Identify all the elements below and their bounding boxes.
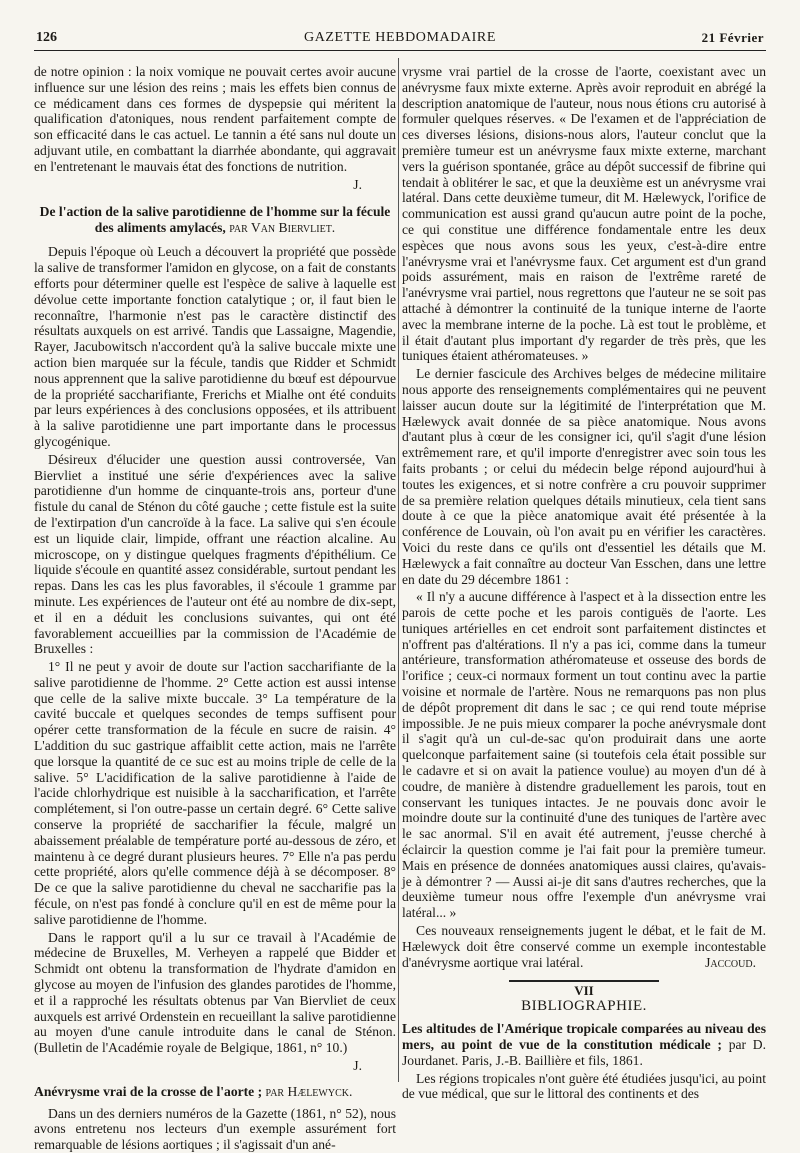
paragraph — [34, 930, 396, 1056]
section-rule — [509, 980, 659, 982]
page-number: 126 — [36, 30, 57, 45]
signature: Jaccoud. — [705, 954, 756, 970]
column-divider — [398, 58, 399, 1082]
paragraph-text: Désireux d'élucider une question aussi controversée, Van Biervliet a institué une série d'expériences avec la salive parotidienne d'un homme de cinquante-trois ans, porteur d'une fistule du canal de Sténon du côté gauche ; cette fistule est la suite de l'extirpation d'un cancroïde à la face. La salive qui s'en écoule est un liquide clair, limpide, offrant une réaction alcaline. Au microscope, on y distingue quelques fragments d'épithélium. Ce liquide s'écoule en quantité assez considérable, surtout pendant les repas. Dans les cas les plus favorables, il s'écoule 1 gramme par minute. Les expériences de l'auteur ont été au nombre de dix-sept, et il en a déduit les conclusions suivantes, qui ont été favorablement accueillies par la commission de l'Académie de Bruxelles : — [34, 451, 396, 657]
section-title: BIBLIOGRAPHIE. — [521, 998, 647, 1015]
paragraph-text: de notre opinion : la noix vomique ne pouvait certes avoir aucune influence sur une lésion des reins ; mais les effets bien connus de ce médicament dans ces formes de dyspepsie qui méritent la qualification d'atoniques, nous rendent parfaitement compte de son efficacité dans le cas actuel. Le tannin a été sans nul doute un adjuvant utile, en combattant la diarrhée abondante, qui aggravait en l'entretenant le mauvais état des fonctions de nutrition. — [34, 64, 396, 174]
paragraph — [34, 1106, 396, 1153]
book-publication: par D. Jourdanet. Paris, J.-B. Baillière et fils, 1861. — [402, 1037, 766, 1068]
article-title-text: De l'action de la salive parotidienne de l'homme sur la fécule des aliments amylacés, — [39, 204, 391, 236]
article-title-text: Anévrysme vrai de la crosse de l'aorte ; — [34, 1083, 263, 1099]
issue-date: 21 Février — [701, 30, 764, 45]
paragraph — [34, 64, 396, 175]
quotation — [402, 589, 766, 921]
paragraph — [402, 1071, 766, 1103]
paragraph-text: Dans le rapport qu'il a lu sur ce travail à l'Académie de médecine de Bruxelles, M. Verheyen a rappelé que Bidder et Schmidt ont obtenu la transformation de l'hydrate d'amidon en glycose au moyen de l'infusion des glandes parotides de l'homme, et il a rapproché les résultats obtenus par Van Biervliet de ceux auxquels est arrivé Ordenstein en recueillant la salive parotidienne au moyen d'une canule introduite dans le canal de Sténon. (Bulletin de l'Académie royale de Belgique, 1861, n° 10.) — [34, 929, 396, 1056]
paragraph-text: « Il n'y a aucune différence à l'aspect et à la dissection entre les parois de cette poche et les parois contiguës de l'aorte. Les tuniques artérielles en cet endroit sont parfaitement distinctes et n'offrent pas d'altérations. Il n'y a pas ici, comme dans la tumeur antérieure, transformation athéromateuse et osseuse des bords de l'orifice ; ceux-ci normaux forment un tout continu avec la partie voisine et normale de l'artère. Nous ne remarquons pas non plus de dépôt proprement dit dans le sac ; ce qui rend toute méprise impossible. Je ne puis mieux comparer la poche anévrysmale dont il s'agit qu'à un cul-de-sac qu'on produirait dans une aorte quelconque parfaitement saine (si toutefois cela était possible sur le cadavre et si on avait la patience voulue) au moyen d'un dé à coudre, de manière à distendre graduellement les parois, tout en conservant les tuniques intactes. Je ne pouvais donc avoir le moindre doute sur la continuité d'une des tuniques de l'artère avec le sac anormal. S'il en avait été autrement, j'eusse cherché à éclaircir la question comme je l'ai fait pour la première tumeur. Mais en présence de données anatomiques aussi claires, qu'avais-je à démontrer ? — Aussi ai-je dit sans d'autres recherches, que la deuxième tumeur nous offre l'exemple d'un anévrysme vrai latéral... » — [402, 589, 766, 921]
paragraph-text: Le dernier fascicule des Archives belges de médecine militaire nous apporte des renseignements complémentaires qui ne peuvent laisser aucun doute sur la légitimité de l'interprétation que M. Hælewyck avait donnée de sa pièce anatomique. Nous avons d'autant plus à cœur de les consigner ici, qu'il s'agit d'une lésion extrêmement rare, et qu'il importe d'enregistrer avec soin tous les faits probants ; or celui du médecin belge répond aujourd'hui à toutes les exigences, et si notre confrère a cru pouvoir supprimer de sa première relation quelques détails minutieux, cela tient sans doute à ce que la pièce anatomique avait été présentée à la conférence de Louvain, où l'on avait pu en vérifier les caractères. Voici du reste dans ce qu'ils ont d'essentiel les détails que M. Hælewyck a fait connaître au docteur Van Esschen, dans une lettre en date du 29 décembre 1861 : — [402, 366, 766, 587]
paragraph — [402, 923, 766, 970]
section-number: VII — [574, 983, 594, 999]
paragraph-text: Ces nouveaux renseignements jugent le débat, et le fait de M. Hælewyck doit être conservé comme un exemple incontestable d'anévrysme aortique vrai latéral. — [402, 923, 766, 970]
book-title: Les altitudes de l'Amérique tropicale comparées au niveau des mers, au point de vue de la constitution médicale ; — [402, 1021, 766, 1053]
journal-title: GAZETTE HEBDOMADAIRE — [303, 30, 497, 45]
signature: J. — [353, 1058, 362, 1074]
signature: J. — [353, 176, 362, 192]
article-title — [34, 204, 396, 236]
paragraph — [34, 452, 396, 657]
paragraph-text: Depuis l'époque où Leuch a découvert la propriété que possède la salive de transformer l'amidon en glycose, on a fait de constants efforts pour déterminer quelle est l'espèce de salive à laquelle est dévolue cette importante fonction catalytique ; or, il faut bien le reconnaître, l'harmonie n'est pas le caractère distinctif des résultats auxquels on est arrivé. Tandis que Lassaigne, Magendie, Rayer, Jacubowitsch n'accordent qu'à la salive buccale mixte une action bien marquée sur la fécule, tandis que Ridder et Schmidt nous apprennent que la salive parotidienne du bœuf est dépourvue de la propriété saccharifiante, Frerichs et Mialhe ont été conduits par leurs expériences à des conclusions opposées, et ils attribuent à la salive parotidienne une part importante dans le processus glycogénique. — [34, 244, 396, 449]
paragraph-text: 1° Il ne peut y avoir de doute sur l'action saccharifiante de la salive parotidienne de l'homme. 2° Cette action est aussi intense que celle de la salive mixte buccale. 3° La température de la cavité buccale et quelques secondes de temps suffisent pour opérer cette transformation de la fécule en sucre de raisin. 4° L'addition du suc gastrique affaiblit cette action, mais ne l'arrête que lorsque la quantité de ce suc est au moins triple de celle de la salive. 5° L'acidification de la salive parotidienne à l'aide de l'acide chlorhydrique est nuisible à la saccharification, et l'arrête complétement, si l'on outre-passe un certain degré. 6° Cette salive conserve la propriété de saccharifier la fécule, malgré un abaissement préalable de température porté au-dessous de zéro, et maintenu à ce degré durant plusieurs heures. 7° Elle n'a pas perdu cette propriété, alors qu'elle commence déjà à se décomposer. 8° De ce que la salive parotidienne du cheval ne saccharifie pas la fécule, on n'est pas fondé à conclure qu'il en est de même pour la salive parotidienne de l'homme. — [34, 659, 396, 927]
paragraph — [402, 366, 766, 587]
article-title — [34, 1084, 396, 1100]
paragraph — [34, 659, 396, 928]
paragraph-text: Dans un des derniers numéros de la Gazette (1861, n° 52), nous avons entretenu nos lecteurs d'un exemple assurément fort remarquable de lésions aortiques ; il s'agissait d'un ané- — [34, 1105, 396, 1153]
article-author: par Hælewyck. — [265, 1083, 353, 1099]
paragraph — [402, 64, 766, 364]
page-header — [34, 30, 766, 51]
right-column — [402, 64, 766, 1102]
left-column — [34, 64, 396, 1153]
paragraph-text: vrysme vrai partiel de la crosse de l'aorte, coexistant avec un anévrysme faux mixte externe. Après avoir reproduit en abrégé la description anatomique de l'auteur, nous nous étions cru autorisé à formuler quelques réserves. « De l'examen et de l'appréciation de ces diverses lésions, disions-nous alors, l'auteur conclut que la première tumeur est un anévrysme faux mixte externe, marchant vers la guérison spontanée, grâce au dépôt successif de fibrine qui tendait à oblitérer le sac, et que la deuxième est un anévrysme vrai latéral. Dans cette deuxième tumeur, dit M. Hælewyck, l'orifice de communication est aussi grand qu'aucun autre point de la poche, ce qui constitue une différence fondamentale entre les deux espèces que nous avons sous les yeux, c'est-à-dire entre l'anévrysme vrai et l'anévrysme faux. Cet argument est d'un grand poids assurément, mais en raison de l'extrême rareté de l'anévrysme vrai partiel, nous regrettons que l'auteur ne se soit pas attaché à démontrer la continuité de la tunique interne de l'aorte avec la membrane interne de la poche. Là est tout le problème, et il était d'autant plus important d'y regarder de très près, que les tuniques étaient athéromateuses. » — [402, 64, 766, 364]
article-author: par Van Biervliet. — [229, 220, 336, 236]
paragraph-text: Les régions tropicales n'ont guère été étudiées jusqu'ici, au point de vue médical, que sur le littoral des continents et des — [402, 1070, 766, 1102]
bibliography-entry — [402, 1021, 766, 1068]
paragraph — [34, 244, 396, 449]
